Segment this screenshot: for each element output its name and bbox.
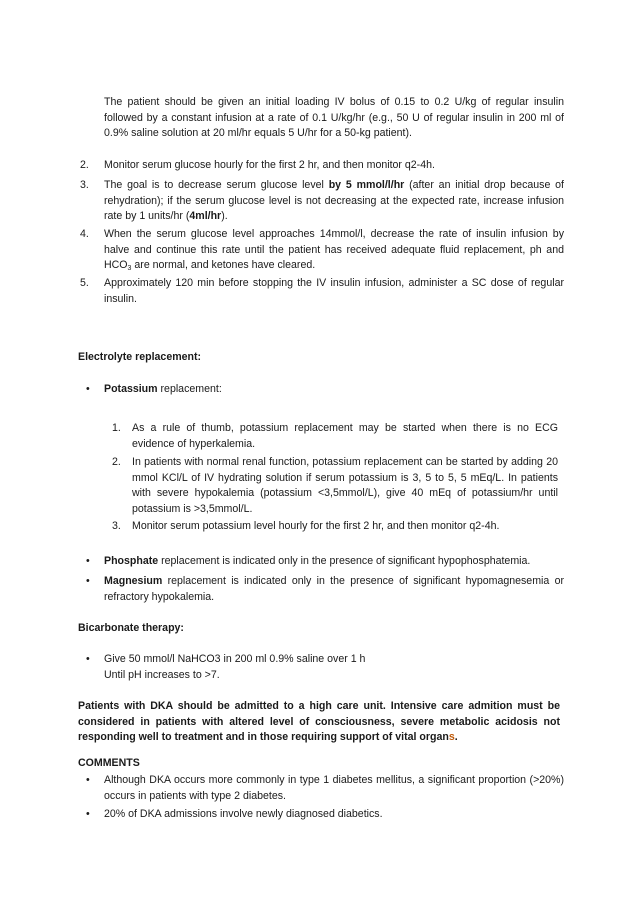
step-5 [80,276,564,308]
bicarbonate-line-2: Until pH increases to >7. [104,668,220,681]
admission-paragraph: Patients with DKA should be admitted to a high care unit. Intensive care admition must be considered in patients with altered level of consciousness, severe metabolic acidosis not responding well to treatment and in those requiring support of vital organs. [78,700,560,743]
step-text: Approximately 120 min before stopping the IV insulin infusion, administer a SC dose of regular insulin. [104,277,564,305]
bullet-icon: • [86,653,90,665]
comment-text: Although DKA occurs more commonly in type 1 diabetes mellitus, a significant proportion (>20%) occurs in patients with type 2 diabetes. [104,774,564,802]
step-text: The goal is to decrease serum glucose level by 5 mmol/l/hr (after an initial drop because of rehydration); if the serum glucose level is not decreasing at the expected rate, increase infusion rate by 1 units/hr (4ml/hr). [104,179,564,222]
step-4 [80,227,564,275]
phosphate-bullet: • Phosphate replacement is indicated only in the presence of significant hypophosphatemia. [86,554,564,570]
step-3 [80,178,564,226]
potassium-item-1 [112,421,558,453]
item-text: In patients with normal renal function, potassium replacement can be started by adding 20 mmol KCl/L of IV hydrating solution if serum potassium is 3, 5 to 5, 5 mEq/L. In patients with severe hypokalemia (potassium <3,5mmol/L), give 40 mEq of potassium/hr until potassium is >3,5mmol/L. [132,456,558,515]
bullet-icon: • [86,555,90,567]
electrolyte-heading: Electrolyte replacement: [78,351,202,363]
item-text: Monitor serum potassium level hourly for the first 2 hr, and then monitor q2-4h. [132,520,500,532]
bicarbonate-line-1: Give 50 mmol/l NaHCO3 in 200 ml 0.9% saline over 1 h [104,653,366,665]
bullet-icon: • [86,383,90,395]
potassium-item-2 [112,455,558,519]
step-number: 4. [80,228,89,240]
item-text: As a rule of thumb, potassium replacement may be started when there is no ECG evidence of hyperkalemia. [132,422,558,450]
item-number: 3. [112,520,121,532]
bicarbonate-heading: Bicarbonate therapy: [78,622,184,634]
step-text: Monitor serum glucose hourly for the first 2 hr, and then monitor q2-4h. [104,159,435,171]
comment-text: 20% of DKA admissions involve newly diagnosed diabetics. [104,808,383,820]
emphasis: by 5 mmol/l/hr [328,179,405,191]
step-number: 2. [80,159,89,171]
step-number: 3. [80,179,89,191]
item-number: 2. [112,456,121,468]
magnesium-bullet: • Magnesium replacement is indicated only in the presence of significant hypomagnesemia or refractory hypokalemia. [86,575,564,603]
potassium-bullet: • Potassium replacement: [86,382,564,398]
potassium-item-3 [112,519,558,535]
comment-item-1 [86,773,564,805]
emphasis: 4ml/hr [189,210,222,222]
item-number: 1. [112,422,121,434]
intro-paragraph: The patient should be given an initial loading IV bolus of 0.15 to 0.2 U/kg of regular insulin followed by a constant infusion at a rate of 0.1 U/kg/hr (e.g., 50 U of regular insulin in 200 ml of 0.9% saline solution at 20 ml/hr equals 5 U/hr for a 50-kg patient). [104,96,564,139]
bullet-icon: • [86,808,90,820]
step-2 [80,158,564,174]
comments-heading: COMMENTS [78,757,140,769]
bullet-icon: • [86,774,90,786]
bicarbonate-bullet [86,652,564,684]
step-text: When the serum glucose level approaches 14mmol/l, decrease the rate of insulin infusion by halve and continue this rate until the patient has received adequate fluid replacement, ph and $HCO_3$ are normal, and ketones have cleared. [104,228,564,272]
step-number: 5. [80,277,89,289]
bullet-icon: • [86,575,90,587]
comment-item-2 [86,807,564,823]
